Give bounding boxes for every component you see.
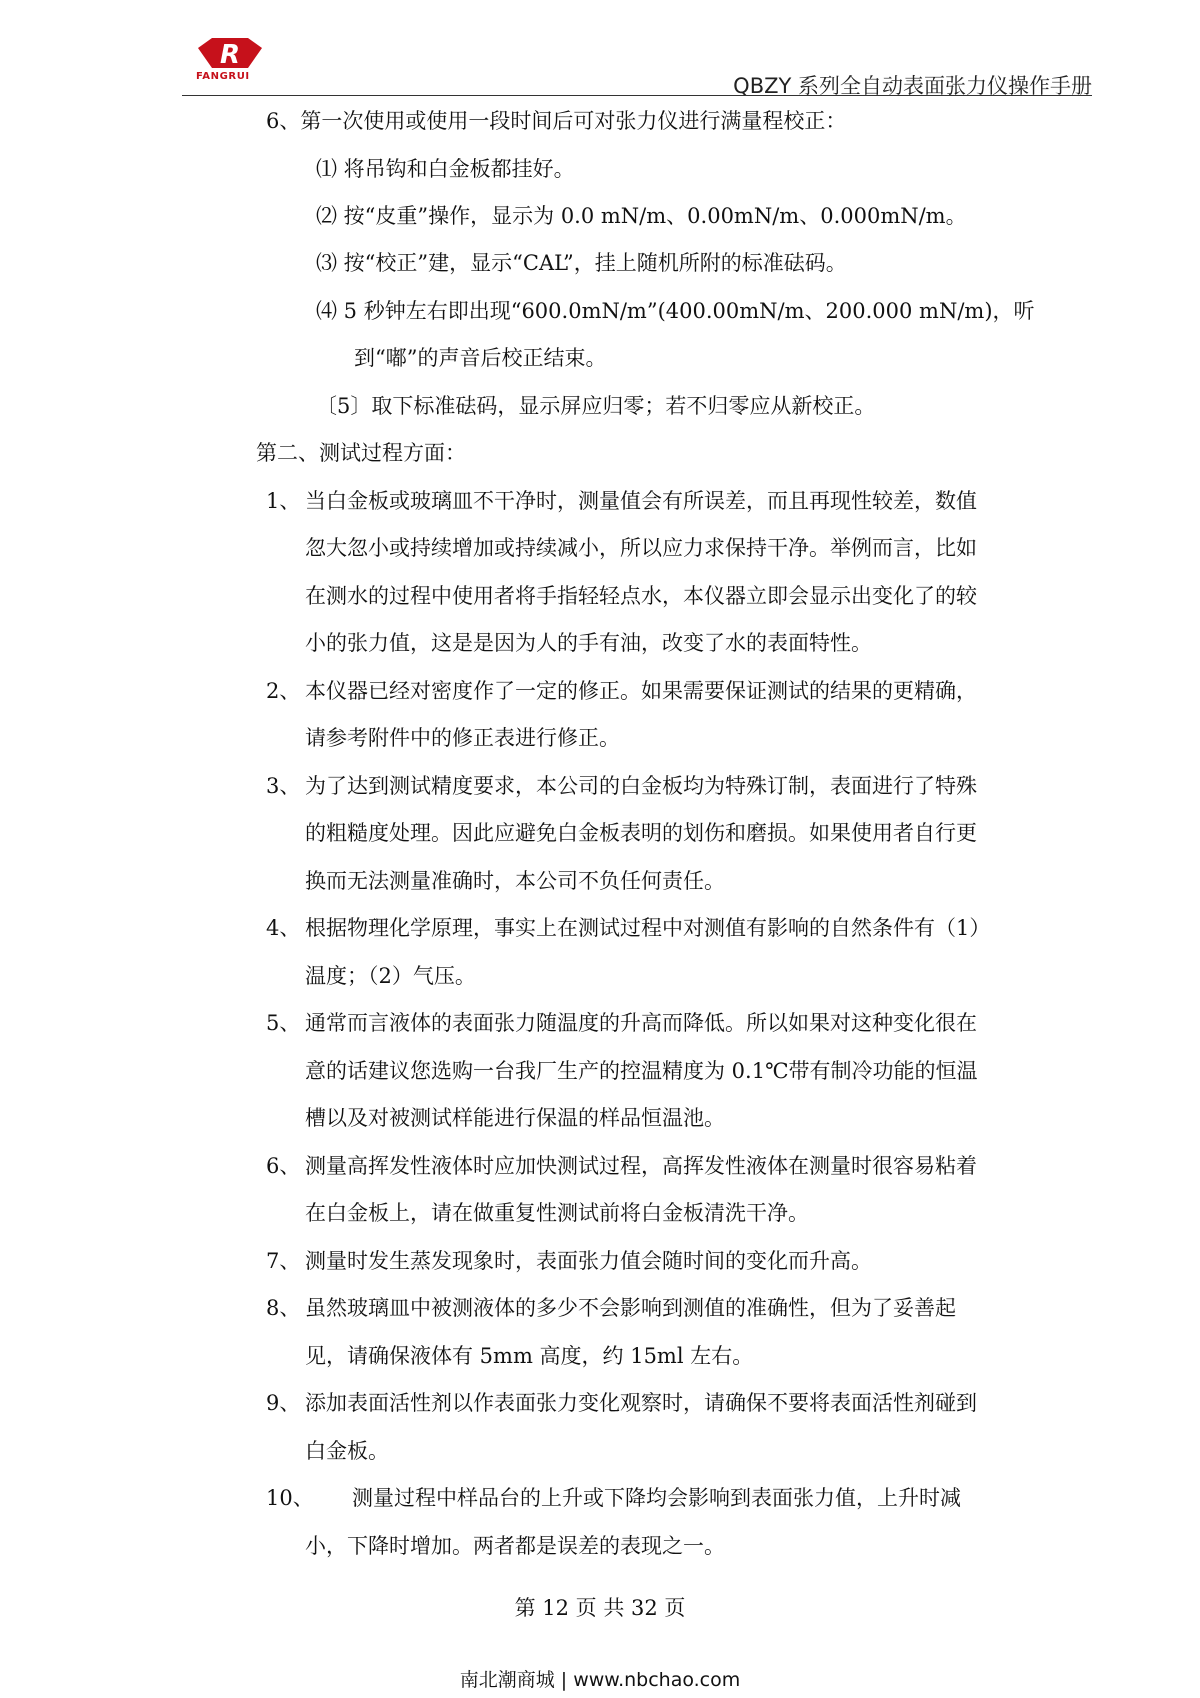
item-text: 槽以及对被测试样能进行保温的样品恒温池。 [305,1106,725,1130]
item-text: 换而无法测量准确时，本公司不负任何责任。 [305,869,725,893]
item-text: 通常而言液体的表面张力随温度的升高而降低。所以如果对这种变化很在 [305,1011,977,1035]
calibration-step: ⑶ 按“校正”建，显示“CAL”，挂上随机所附的标准砝码。 [316,251,847,275]
site-watermark: 南北潮商城 | www.nbchao.com [459,1669,741,1691]
item-number: 10、 [266,1486,314,1510]
item-number: 1、 [266,489,301,513]
calibration-heading: 6、第一次使用或使用一段时间后可对张力仪进行满量程校正： [266,109,847,133]
page-number: 第 12 页 共 32 页 [514,1596,686,1620]
item-text: 意的话建议您选购一台我厂生产的控温精度为 0.1℃带有制冷功能的恒温 [305,1059,978,1083]
item-text: 测量过程中样品台的上升或下降均会影响到表面张力值，上升时减 [331,1486,961,1510]
item-text: 当白金板或玻璃皿不干净时，测量值会有所误差，而且再现性较差，数值 [305,489,977,513]
svg-text:R: R [219,40,241,70]
item-text: 的粗糙度处理。因此应避免白金板表明的划伤和磨损。如果使用者自行更 [305,821,977,845]
header-title: QBZY 系列全自动表面张力仪操作手册 [733,74,1092,98]
item-number: 5、 [266,1011,301,1035]
item-text: 测量时发生蒸发现象时，表面张力值会随时间的变化而升高。 [305,1249,872,1273]
item-text: 在白金板上，请在做重复性测试前将白金板清洗干净。 [305,1201,809,1225]
logo-text: FANGRUI [196,71,250,82]
calibration-step: 到“嘟”的声音后校正结束。 [354,346,607,370]
item-text: 虽然玻璃皿中被测液体的多少不会影响到测值的准确性，但为了妥善起 [305,1296,956,1320]
calibration-step: ⑷ 5 秒钟左右即出现“600.0mN/m”(400.00mN/m、200.000 mN/m)，听 [316,299,1035,323]
item-text: 白金板。 [305,1439,389,1463]
item-text: 见，请确保液体有 5mm 高度，约 15ml 左右。 [305,1344,754,1368]
item-text: 测量高挥发性液体时应加快测试过程，高挥发性液体在测量时很容易粘着 [305,1154,977,1178]
item-number: 9、 [266,1391,301,1415]
item-number: 6、 [266,1154,301,1178]
test-heading: 第二、测试过程方面： [256,441,466,465]
item-text: 添加表面活性剂以作表面张力变化观察时，请确保不要将表面活性剂碰到 [305,1391,977,1415]
calibration-step: ⑴ 将吊钩和白金板都挂好。 [316,157,575,181]
item-text: 在测水的过程中使用者将手指轻轻点水，本仪器立即会显示出变化了的较 [305,584,977,608]
item-text: 忽大忽小或持续增加或持续减小，所以应力求保持干净。举例而言，比如 [305,536,977,560]
header-divider [182,95,1092,96]
item-text: 请参考附件中的修正表进行修正。 [305,726,620,750]
item-text: 为了达到测试精度要求，本公司的白金板均为特殊订制，表面进行了特殊 [305,774,977,798]
item-text: 小的张力值，这是是因为人的手有油，改变了水的表面特性。 [305,631,872,655]
calibration-step: ⑵ 按“皮重”操作，显示为 0.0 mN/m、0.00mN/m、0.000mN/m。 [316,204,967,228]
calibration-step: 〔5〕取下标准砝码，显示屏应归零；若不归零应从新校正。 [316,394,876,418]
item-number: 7、 [266,1249,301,1273]
item-number: 4、 [266,916,301,940]
item-number: 3、 [266,774,301,798]
item-text: 小，下降时增加。两者都是误差的表现之一。 [305,1534,725,1558]
item-text: 本仪器已经对密度作了一定的修正。如果需要保证测试的结果的更精确， [305,679,977,703]
item-number: 8、 [266,1296,301,1320]
item-number: 2、 [266,679,301,703]
item-text: 根据物理化学原理，事实上在测试过程中对测值有影响的自然条件有（1） [305,916,991,940]
item-text: 温度；（2）气压。 [305,964,476,988]
